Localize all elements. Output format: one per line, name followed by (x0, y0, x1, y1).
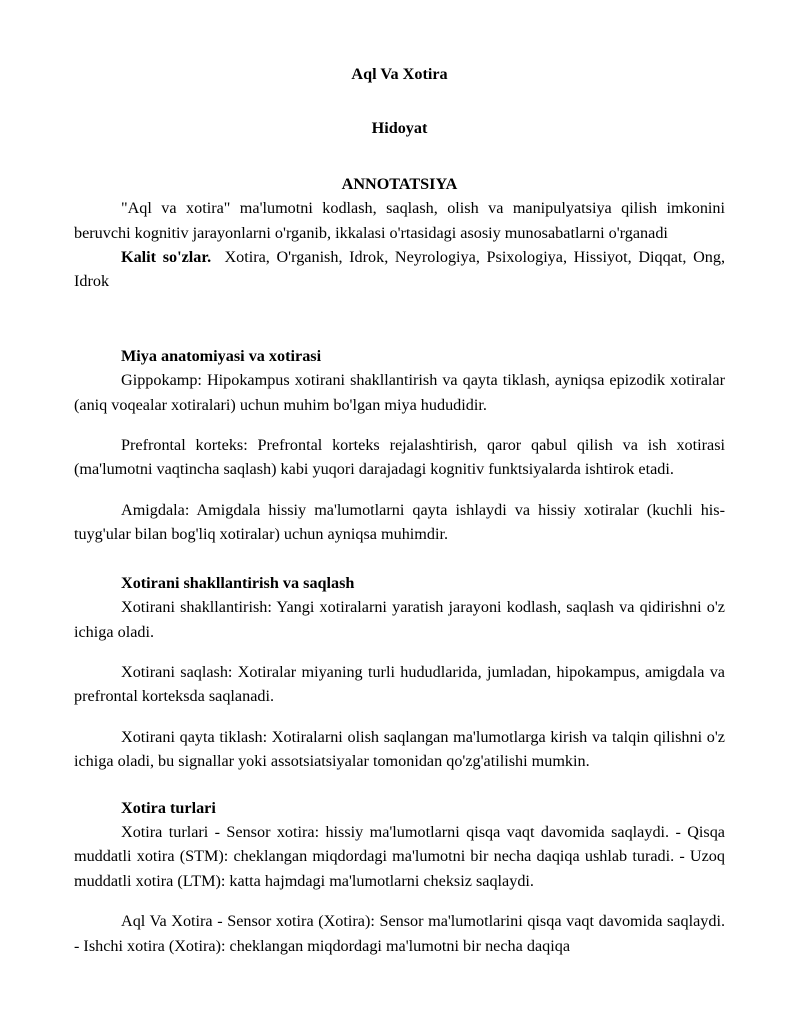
keywords-paragraph (74, 245, 725, 294)
annotation-heading: ANNOTATSIYA (341, 174, 458, 193)
document-title: Aql Va Xotira (351, 65, 448, 83)
paragraph-prefrontal-cortex: Prefrontal korteks: Prefrontal korteks rejalashtirish, qaror qabul qilish va ish xotirasi (ma'lumotni vaqtincha saqlash) kabi yuqori darajadagi kognitiv funktsiyalarda ishtirok etadi. (74, 436, 725, 479)
keywords-text: Xotira, O'rganish, Idrok, Neyrologiya, Psixologiya, Hissiyot, Diqqat, Ong, Idrok (74, 248, 726, 291)
paragraph-memory-storage: Xotirani saqlash: Xotiralar miyaning turli hududlarida, jumladan, hipokampus, amigdala va prefrontal korteksda saqlanadi. (74, 662, 725, 706)
section-heading-brain-anatomy: Miya anatomiyasi va xotirasi (121, 346, 322, 365)
author-name: Hidoyat (371, 119, 428, 138)
paragraph-memory-retrieval: Xotirani qayta tiklash: Xotiralarni olish saqlangan ma'lumotlarga kirish va talqin qilishni o'z ichiga oladi, bu signallar yoki assotsiatsiyalar tomonidan qo'zg'atilishi mumkin. (74, 727, 725, 771)
paragraph-amygdala: Amigdala: Amigdala hissiy ma'lumotlarni qayta ishlaydi va hissiy xotiralar (kuchli his-tuyg'ular bilan bog'liq xotiralar) uchun ayniqsa muhimdir. (74, 500, 725, 544)
section-heading-memory-types: Xotira turlari (121, 798, 216, 817)
keywords-label: Kalit so'zlar. (121, 248, 212, 267)
paragraph-sensory-memory: Aql Va Xotira - Sensor xotira (Xotira): Sensor ma'lumotlarini qisqa vaqt davomida saqlaydi. - Ishchi xotira (Xotira): cheklangan miqdordagi ma'lumotni bir necha daqiqa (74, 912, 725, 955)
annotation-paragraph: "Aql va xotira" ma'lumotni kodlash, saqlash, olish va manipulyatsiya qilish imkonini beruvchi kognitiv jarayonlarni o'rganib, ikkalasi o'rtasidagi asosiy munosabatlarni o'rganadi (74, 199, 725, 242)
section-heading-memory-formation: Xotirani shakllantirish va saqlash (121, 573, 355, 592)
paragraph-memory-types: Xotira turlari - Sensor xotira: hissiy ma'lumotlarni qisqa vaqt davomida saqlaydi. - Qisqa muddatli xotira (STM): cheklangan miqdordagi ma'lumotni bir necha daqiqa ushlab turadi. - Uzoq muddatli xotira (LTM): katta hajmdagi ma'lumotlarni cheksiz saqlaydi. (74, 822, 725, 890)
paragraph-memory-formation: Xotirani shakllantirish: Yangi xotiralarni yaratish jarayoni kodlash, saqlash va qidirishni o'z ichiga oladi. (74, 598, 725, 641)
paragraph-hippocampus: Gippokamp: Hipokampus xotirani shakllantirish va qayta tiklash, ayniqsa epizodik xotiralar (aniq voqealar xotiralari) uchun muhim bo'lgan miya hududidir. (74, 371, 725, 414)
document-page (74, 62, 725, 958)
